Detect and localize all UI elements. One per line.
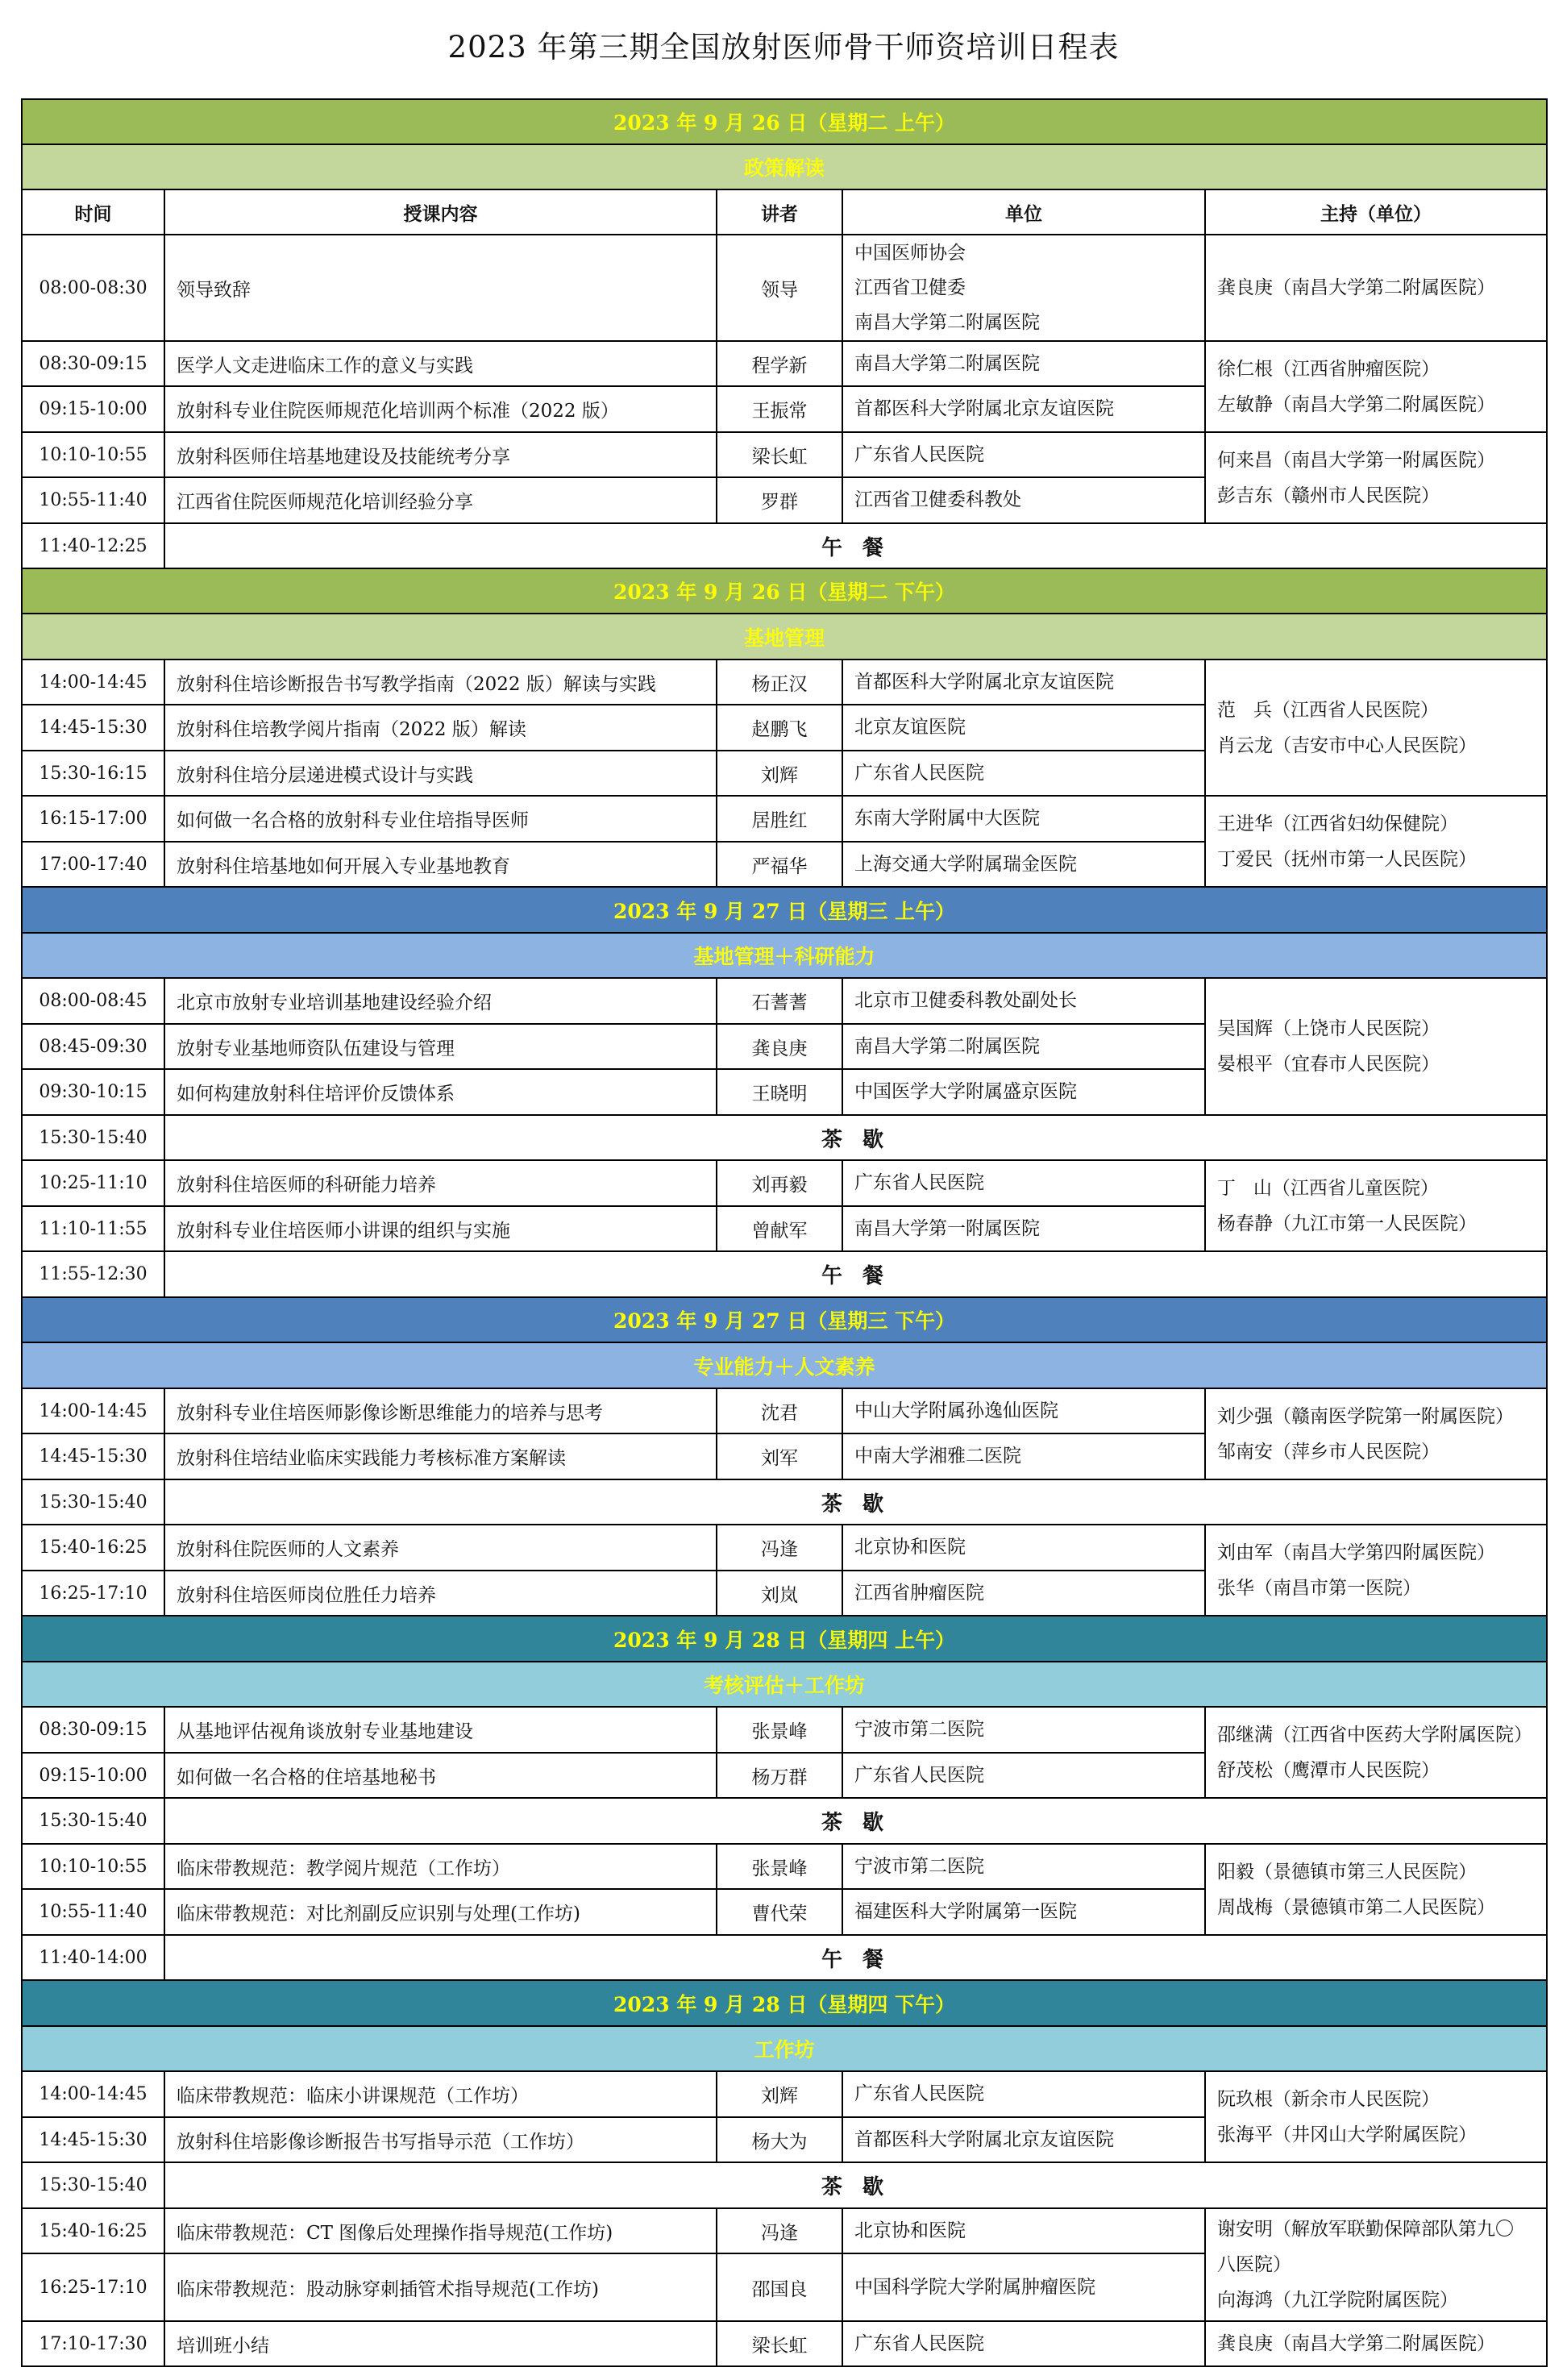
session-host: 王进华（江西省妇幼保健院） 丁爱民（抚州市第一人民医院） — [1205, 796, 1547, 887]
session-speaker: 严福华 — [717, 842, 842, 887]
table-row — [22, 796, 1547, 842]
break-time: 15:30-15:40 — [22, 1479, 164, 1525]
session-time: 17:00-17:40 — [22, 842, 164, 887]
session-content: 放射科住培影像诊断报告书写指导示范（工作坊） — [164, 2117, 717, 2162]
session-speaker: 梁长虹 — [717, 432, 842, 477]
session-unit: 广东省人民医院 — [842, 432, 1205, 477]
session-content: 放射科住培医师岗位胜任力培养 — [164, 1571, 717, 1616]
session-time: 10:25-11:10 — [22, 1160, 164, 1206]
session-time: 10:10-10:55 — [22, 1844, 164, 1889]
date-header: 2023 年 9 月 26 日（星期二 上午） — [22, 99, 1547, 144]
date-row — [22, 1616, 1547, 1662]
break-time: 11:40-14:00 — [22, 1935, 164, 1980]
session-time: 17:10-17:30 — [22, 2321, 164, 2366]
session-unit: 中国医学大学附属盛京医院 — [842, 1069, 1205, 1115]
table-row — [22, 1707, 1547, 1753]
session-speaker: 杨大为 — [717, 2117, 842, 2162]
date-header: 2023 年 9 月 27 日（星期三 下午） — [22, 1297, 1547, 1342]
session-host: 邵继满（江西省中医药大学附属医院） 舒茂松（鹰潭市人民医院） — [1205, 1707, 1547, 1798]
session-host: 龚良庚（南昌大学第二附属医院） — [1205, 2321, 1547, 2366]
session-time: 16:15-17:00 — [22, 796, 164, 842]
session-content: 北京市放射专业培训基地建设经验介绍 — [164, 978, 717, 1024]
session-unit: 首都医科大学附属北京友谊医院 — [842, 2117, 1205, 2162]
date-row — [22, 568, 1547, 614]
session-unit: 福建医科大学附属第一医院 — [842, 1889, 1205, 1935]
session-speaker: 石蓍蓍 — [717, 978, 842, 1024]
break-time: 11:40-12:25 — [22, 523, 164, 568]
session-time: 15:40-16:25 — [22, 1525, 164, 1571]
break-row — [22, 2162, 1547, 2208]
session-time: 10:55-11:40 — [22, 477, 164, 523]
session-time: 08:30-09:15 — [22, 1707, 164, 1753]
session-content: 放射科住院医师的人文素养 — [164, 1525, 717, 1571]
session-unit: 中国医师协会 江西省卫健委 南昌大学第二附属医院 — [842, 235, 1205, 341]
session-unit: 江西省卫健委科教处 — [842, 477, 1205, 523]
date-row — [22, 887, 1547, 933]
session-time: 14:45-15:30 — [22, 705, 164, 751]
session-speaker: 领导 — [717, 235, 842, 341]
session-speaker: 冯逢 — [717, 1525, 842, 1571]
session-speaker: 王振常 — [717, 386, 842, 432]
session-content: 放射科住培教学阅片指南（2022 版）解读 — [164, 705, 717, 751]
session-unit: 广东省人民医院 — [842, 2071, 1205, 2117]
column-header-row — [22, 189, 1547, 235]
break-time: 15:30-15:40 — [22, 1798, 164, 1844]
session-unit: 北京友谊医院 — [842, 705, 1205, 751]
session-unit: 中国科学院大学附属肿瘤医院 — [842, 2253, 1205, 2321]
section-row — [22, 2026, 1547, 2071]
break-row — [22, 1479, 1547, 1525]
section-row — [22, 933, 1547, 978]
table-row — [22, 1525, 1547, 1571]
date-row — [22, 99, 1547, 144]
section-header: 基地管理＋科研能力 — [22, 933, 1547, 978]
session-content: 领导致辞 — [164, 235, 717, 341]
table-row — [22, 2321, 1547, 2366]
session-speaker: 杨万群 — [717, 1753, 842, 1798]
session-speaker: 王晓明 — [717, 1069, 842, 1115]
section-header: 工作坊 — [22, 2026, 1547, 2071]
break-time: 15:30-15:40 — [22, 2162, 164, 2208]
session-speaker: 刘军 — [717, 1433, 842, 1479]
section-row — [22, 614, 1547, 659]
date-header: 2023 年 9 月 28 日（星期四 上午） — [22, 1616, 1547, 1662]
session-content: 放射专业基地师资队伍建设与管理 — [164, 1024, 717, 1069]
session-content: 放射科住培结业临床实践能力考核标准方案解读 — [164, 1433, 717, 1479]
session-unit: 首都医科大学附属北京友谊医院 — [842, 386, 1205, 432]
session-unit: 南昌大学第二附属医院 — [842, 1024, 1205, 1069]
session-content: 放射科住培医师的科研能力培养 — [164, 1160, 717, 1206]
session-host: 刘少强（赣南医学院第一附属医院） 邹南安（萍乡市人民医院） — [1205, 1388, 1547, 1479]
col-header-content: 授课内容 — [164, 189, 717, 235]
session-unit: 广东省人民医院 — [842, 751, 1205, 796]
section-row — [22, 1342, 1547, 1388]
session-time: 16:25-17:10 — [22, 1571, 164, 1616]
session-time: 14:00-14:45 — [22, 2071, 164, 2117]
section-header: 基地管理 — [22, 614, 1547, 659]
session-host: 范 兵（江西省人民医院） 肖云龙（吉安市中心人民医院） — [1205, 659, 1547, 796]
session-content: 如何做一名合格的住培基地秘书 — [164, 1753, 717, 1798]
session-speaker: 曹代荣 — [717, 1889, 842, 1935]
date-header: 2023 年 9 月 26 日（星期二 下午） — [22, 568, 1547, 614]
session-content: 放射科医师住培基地建设及技能统考分享 — [164, 432, 717, 477]
table-row — [22, 1388, 1547, 1433]
section-row — [22, 144, 1547, 189]
session-content: 放射科住培基地如何开展入专业基地教育 — [164, 842, 717, 887]
session-time: 08:45-09:30 — [22, 1024, 164, 1069]
break-row — [22, 1251, 1547, 1297]
session-unit: 宁波市第二医院 — [842, 1707, 1205, 1753]
col-header-speaker: 讲者 — [717, 189, 842, 235]
session-host: 刘由军（南昌大学第四附属医院） 张华（南昌市第一医院） — [1205, 1525, 1547, 1616]
session-content: 放射科专业住培医师小讲课的组织与实施 — [164, 1206, 717, 1251]
table-row — [22, 235, 1547, 341]
session-content: 放射科专业住院医师规范化培训两个标准（2022 版） — [164, 386, 717, 432]
date-row — [22, 1297, 1547, 1342]
break-label: 午 餐 — [164, 1251, 1547, 1297]
session-speaker: 刘再毅 — [717, 1160, 842, 1206]
session-speaker: 曾献军 — [717, 1206, 842, 1251]
break-label: 茶 歇 — [164, 1479, 1547, 1525]
session-host: 何来昌（南昌大学第一附属医院） 彭吉东（赣州市人民医院） — [1205, 432, 1547, 523]
session-content: 临床带教规范：CT 图像后处理操作指导规范(工作坊) — [164, 2208, 717, 2253]
session-unit: 南昌大学第二附属医院 — [842, 341, 1205, 386]
session-speaker: 张景峰 — [717, 1844, 842, 1889]
session-content: 江西省住院医师规范化培训经验分享 — [164, 477, 717, 523]
session-content: 临床带教规范：对比剂副反应识别与处理(工作坊) — [164, 1889, 717, 1935]
session-time: 08:30-09:15 — [22, 341, 164, 386]
schedule-table — [21, 98, 1548, 2367]
session-time: 14:00-14:45 — [22, 1388, 164, 1433]
table-row — [22, 1160, 1547, 1206]
session-speaker: 龚良庚 — [717, 1024, 842, 1069]
session-unit: 广东省人民医院 — [842, 2321, 1205, 2366]
session-unit: 宁波市第二医院 — [842, 1844, 1205, 1889]
session-content: 放射科住培分层递进模式设计与实践 — [164, 751, 717, 796]
session-host: 阮玖根（新余市人民医院） 张海平（井冈山大学附属医院） — [1205, 2071, 1547, 2162]
session-speaker: 沈君 — [717, 1388, 842, 1433]
page-title: 2023 年第三期全国放射医师骨干师资培训日程表 — [447, 30, 1120, 64]
col-header-host: 主持（单位） — [1205, 189, 1547, 235]
session-unit: 中南大学湘雅二医院 — [842, 1433, 1205, 1479]
session-speaker: 邵国良 — [717, 2253, 842, 2321]
session-unit: 广东省人民医院 — [842, 1753, 1205, 1798]
session-content: 从基地评估视角谈放射专业基地建设 — [164, 1707, 717, 1753]
session-speaker: 居胜红 — [717, 796, 842, 842]
date-header: 2023 年 9 月 28 日（星期四 下午） — [22, 1980, 1547, 2026]
session-speaker: 冯逢 — [717, 2208, 842, 2253]
session-host: 谢安明（解放军联勤保障部队第九〇 八医院） 向海鸿（九江学院附属医院） — [1205, 2208, 1547, 2321]
session-time: 15:40-16:25 — [22, 2208, 164, 2253]
break-row — [22, 1935, 1547, 1980]
session-unit: 首都医科大学附属北京友谊医院 — [842, 659, 1205, 705]
session-time: 09:30-10:15 — [22, 1069, 164, 1115]
table-row — [22, 659, 1547, 705]
table-row — [22, 978, 1547, 1024]
session-host: 阳毅（景德镇市第三人民医院） 周战梅（景德镇市第二人民医院） — [1205, 1844, 1547, 1935]
col-header-unit: 单位 — [842, 189, 1205, 235]
section-header: 考核评估＋工作坊 — [22, 1662, 1547, 1707]
session-unit: 上海交通大学附属瑞金医院 — [842, 842, 1205, 887]
break-row — [22, 1798, 1547, 1844]
session-speaker: 杨正汉 — [717, 659, 842, 705]
session-unit: 东南大学附属中大医院 — [842, 796, 1205, 842]
session-unit: 中山大学附属孙逸仙医院 — [842, 1388, 1205, 1433]
session-content: 临床带教规范：临床小讲课规范（工作坊） — [164, 2071, 717, 2117]
break-label: 茶 歇 — [164, 2162, 1547, 2208]
break-label: 午 餐 — [164, 523, 1547, 568]
session-content: 临床带教规范：股动脉穿刺插管术指导规范(工作坊) — [164, 2253, 717, 2321]
session-time: 08:00-08:45 — [22, 978, 164, 1024]
session-time: 10:55-11:40 — [22, 1889, 164, 1935]
session-unit: 广东省人民医院 — [842, 1160, 1205, 1206]
session-time: 14:45-15:30 — [22, 2117, 164, 2162]
session-content: 放射科专业住培医师影像诊断思维能力的培养与思考 — [164, 1388, 717, 1433]
session-speaker: 张景峰 — [717, 1707, 842, 1753]
session-time: 09:15-10:00 — [22, 1753, 164, 1798]
session-speaker: 程学新 — [717, 341, 842, 386]
table-row — [22, 432, 1547, 477]
table-row — [22, 1844, 1547, 1889]
break-label: 午 餐 — [164, 1935, 1547, 1980]
session-time: 08:00-08:30 — [22, 235, 164, 341]
session-content: 如何做一名合格的放射科专业住培指导医师 — [164, 796, 717, 842]
session-time: 09:15-10:00 — [22, 386, 164, 432]
table-row — [22, 2071, 1547, 2117]
break-time: 15:30-15:40 — [22, 1115, 164, 1160]
session-speaker: 刘岚 — [717, 1571, 842, 1616]
session-content: 如何构建放射科住培评价反馈体系 — [164, 1069, 717, 1115]
session-host: 丁 山（江西省儿童医院） 杨春静（九江市第一人民医院） — [1205, 1160, 1547, 1251]
session-content: 医学人文走进临床工作的意义与实践 — [164, 341, 717, 386]
session-unit: 北京协和医院 — [842, 1525, 1205, 1571]
section-row — [22, 1662, 1547, 1707]
session-unit: 南昌大学第一附属医院 — [842, 1206, 1205, 1251]
session-speaker: 罗群 — [717, 477, 842, 523]
session-content: 放射科住培诊断报告书写教学指南（2022 版）解读与实践 — [164, 659, 717, 705]
session-time: 14:45-15:30 — [22, 1433, 164, 1479]
col-header-time: 时间 — [22, 189, 164, 235]
session-unit: 北京市卫健委科教处副处长 — [842, 978, 1205, 1024]
break-time: 11:55-12:30 — [22, 1251, 164, 1297]
session-unit: 江西省肿瘤医院 — [842, 1571, 1205, 1616]
break-row — [22, 1115, 1547, 1160]
session-time: 15:30-16:15 — [22, 751, 164, 796]
break-label: 茶 歇 — [164, 1115, 1547, 1160]
table-row — [22, 341, 1547, 386]
session-content: 培训班小结 — [164, 2321, 717, 2366]
session-speaker: 刘辉 — [717, 2071, 842, 2117]
session-time: 11:10-11:55 — [22, 1206, 164, 1251]
session-time: 14:00-14:45 — [22, 659, 164, 705]
session-unit: 北京协和医院 — [842, 2208, 1205, 2253]
session-host: 吴国辉（上饶市人民医院） 晏根平（宜春市人民医院） — [1205, 978, 1547, 1115]
date-header: 2023 年 9 月 27 日（星期三 上午） — [22, 887, 1547, 933]
session-content: 临床带教规范：教学阅片规范（工作坊） — [164, 1844, 717, 1889]
session-speaker: 梁长虹 — [717, 2321, 842, 2366]
table-row — [22, 2208, 1547, 2253]
session-host: 徐仁根（江西省肿瘤医院） 左敏静（南昌大学第二附属医院） — [1205, 341, 1547, 432]
session-time: 16:25-17:10 — [22, 2253, 164, 2321]
session-host: 龚良庚（南昌大学第二附属医院） — [1205, 235, 1547, 341]
date-row — [22, 1980, 1547, 2026]
session-speaker: 赵鹏飞 — [717, 705, 842, 751]
break-label: 茶 歇 — [164, 1798, 1547, 1844]
session-time: 10:10-10:55 — [22, 432, 164, 477]
break-row — [22, 523, 1547, 568]
section-header: 专业能力＋人文素养 — [22, 1342, 1547, 1388]
session-speaker: 刘辉 — [717, 751, 842, 796]
section-header: 政策解读 — [22, 144, 1547, 189]
